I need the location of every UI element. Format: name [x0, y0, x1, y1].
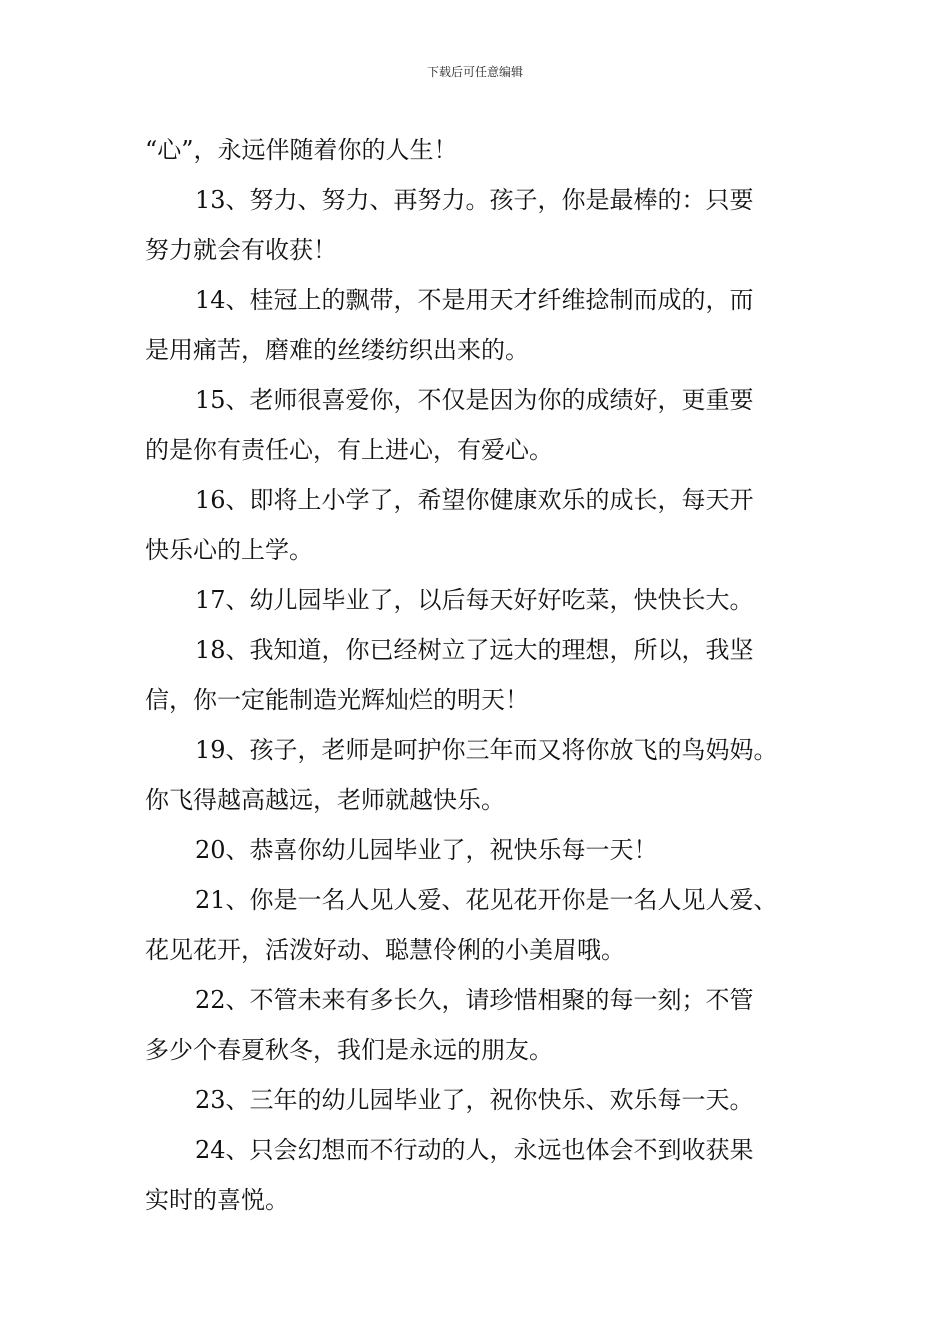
text-line: 你飞得越高越远，老师就越快乐。 — [145, 786, 505, 814]
text-line: 是用痛苦，磨难的丝缕纺织出来的。 — [145, 336, 529, 364]
text-line: 的是你有责任心，有上进心，有爱心。 — [145, 436, 553, 464]
page-header: 下载后可任意编辑 — [426, 65, 523, 79]
text-line: 17、幼儿园毕业了，以后每天好好吃菜，快快长大。 — [195, 586, 754, 614]
text-line: 花见花开，活泼好动、聪慧伶俐的小美眉哦。 — [145, 936, 625, 964]
text-line: 18、我知道，你已经树立了远大的理想，所以，我坚 — [195, 636, 754, 664]
text-line: 快乐心的上学。 — [145, 536, 313, 564]
text-line: 多少个春夏秋冬，我们是永远的朋友。 — [145, 1036, 553, 1064]
text-line: 23、三年的幼儿园毕业了，祝你快乐、欢乐每一天。 — [195, 1086, 754, 1114]
text-line: 22、不管未来有多长久，请珍惜相聚的每一刻；不管 — [195, 986, 754, 1014]
text-line: 实时的喜悦。 — [145, 1186, 289, 1214]
text-line: 21、你是一名人见人爱、花见花开你是一名人见人爱、 — [195, 886, 778, 914]
text-line: 14、桂冠上的飘带，不是用天才纤维捻制而成的，而 — [195, 286, 754, 314]
text-line: 15、老师很喜爱你，不仅是因为你的成绩好，更重要 — [195, 386, 754, 414]
text-line: 24、只会幻想而不行动的人，永远也体会不到收获果 — [195, 1136, 754, 1164]
document-body — [145, 125, 825, 1225]
text-line: 信，你一定能制造光辉灿烂的明天！ — [145, 686, 529, 714]
text-line: 20、恭喜你幼儿园毕业了，祝快乐每一天！ — [195, 836, 658, 864]
text-line: 努力就会有收获！ — [145, 236, 337, 264]
text-line: 16、即将上小学了，希望你健康欢乐的成长，每天开 — [195, 486, 754, 514]
text-line: 13、努力、努力、再努力。孩子，你是最棒的：只要 — [195, 186, 754, 214]
text-line: “心”，永远伴随着你的人生！ — [145, 136, 458, 164]
text-line: 19、孩子，老师是呵护你三年而又将你放飞的鸟妈妈。 — [195, 736, 778, 764]
